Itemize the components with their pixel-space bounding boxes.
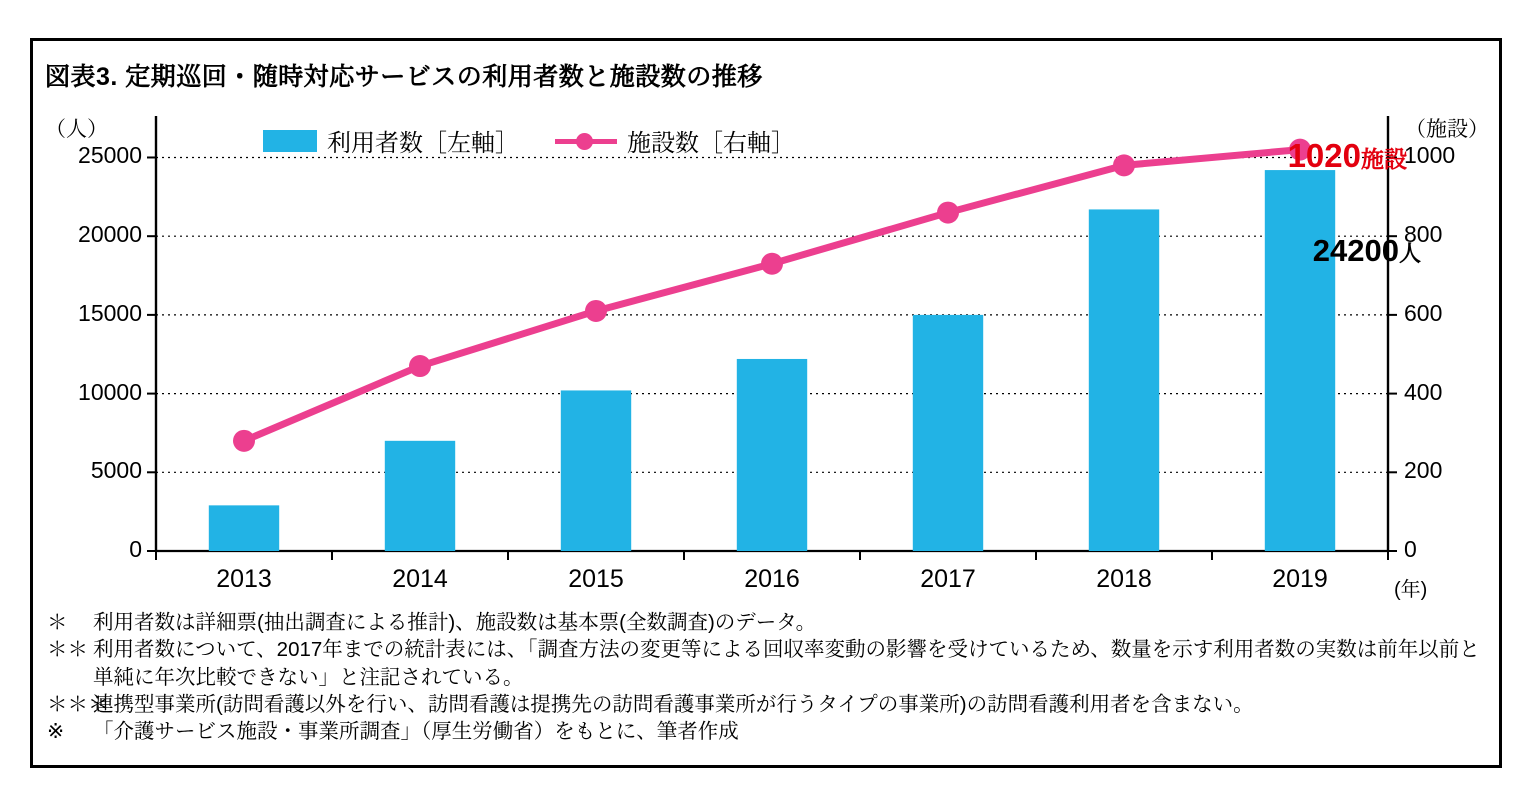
y-axis-tick-label: 25000 [78, 142, 142, 169]
page-title: 図表3. 定期巡回・随時対応サービスの利用者数と施設数の推移 [45, 63, 763, 91]
x-axis-tick-label: 2013 [216, 565, 272, 593]
legend-label-facilities: 施設数［右軸］ [627, 130, 795, 157]
footnote-row [47, 691, 1491, 718]
x-axis-tick-label: 2016 [744, 565, 800, 593]
left-axis-unit-label: （人） [45, 118, 108, 141]
y2-axis-tick-label: 0 [1404, 536, 1417, 562]
annotation-facilities: 1020施設 [1287, 137, 1407, 174]
y-axis-tick-label: 15000 [78, 299, 142, 326]
bar [209, 505, 279, 551]
x-axis-tick-label: 2017 [920, 565, 976, 593]
footnote-text: 「介護サービス施設・事業所調査」（厚生労働省）をもとに、筆者作成 [93, 720, 739, 743]
footnote-mark: ＊＊ [47, 638, 88, 662]
line-marker [761, 253, 783, 275]
bar [913, 315, 983, 551]
y2-axis-tick-label: 400 [1404, 378, 1443, 405]
line-marker [585, 300, 607, 322]
annotation-users: 24200人 [1312, 233, 1421, 268]
y2-axis-tick-label: 1000 [1404, 142, 1456, 169]
x-axis-tick-label: 2015 [568, 565, 624, 593]
footnote-row [47, 609, 1491, 636]
y-axis-tick-label: 5000 [90, 457, 142, 484]
footnote-text: 利用者数は詳細票(抽出調査による推計)、施設数は基本票(全数調査)のデータ。 [93, 611, 817, 634]
footnote-mark: ＊ [47, 611, 68, 634]
y-axis-tick-label: 20000 [78, 221, 142, 248]
chart-frame [30, 38, 1502, 768]
footnote-row [47, 718, 1491, 745]
bar [1265, 170, 1335, 551]
footnotes [47, 609, 1491, 745]
right-axis-unit-label: （施設） [1405, 118, 1489, 141]
line-marker [937, 202, 959, 224]
bar [385, 441, 455, 551]
bar [1089, 209, 1159, 551]
bar [737, 359, 807, 551]
y2-axis-tick-label: 800 [1404, 221, 1443, 248]
line-marker [1113, 154, 1135, 176]
footnote-mark: ※ [47, 720, 65, 743]
footnote-text: 連携型事業所(訪問看護以外を行い、訪問看護は提携先の訪問看護事業所が行うタイプの事業所)の訪問看護利用者を含まない。 [93, 692, 1254, 716]
y2-axis-tick-label: 200 [1404, 457, 1443, 484]
y-axis-tick-label: 10000 [78, 378, 142, 405]
y2-axis-tick-label: 600 [1404, 299, 1443, 326]
footnote-text: 利用者数について、2017年までの統計表には、「調査方法の変更等による回収率変動の影響を受けているため、数量を示す利用者数の実数は前年以前と単純に年次比較できない」と注記されている。 [93, 638, 1480, 689]
legend-label-users: 利用者数［左軸］ [327, 130, 519, 157]
line-marker [233, 430, 255, 452]
x-axis-unit-label: (年) [1394, 579, 1428, 601]
line-marker [409, 355, 431, 377]
footnote-row [47, 636, 1491, 691]
bar [561, 390, 631, 551]
y-axis-tick-label: 0 [129, 536, 142, 562]
footnote-mark: ＊＊＊ [47, 692, 109, 716]
x-axis-tick-label: 2014 [392, 565, 448, 593]
x-axis-tick-label: 2018 [1096, 565, 1152, 593]
x-axis-tick-label: 2019 [1272, 565, 1328, 593]
